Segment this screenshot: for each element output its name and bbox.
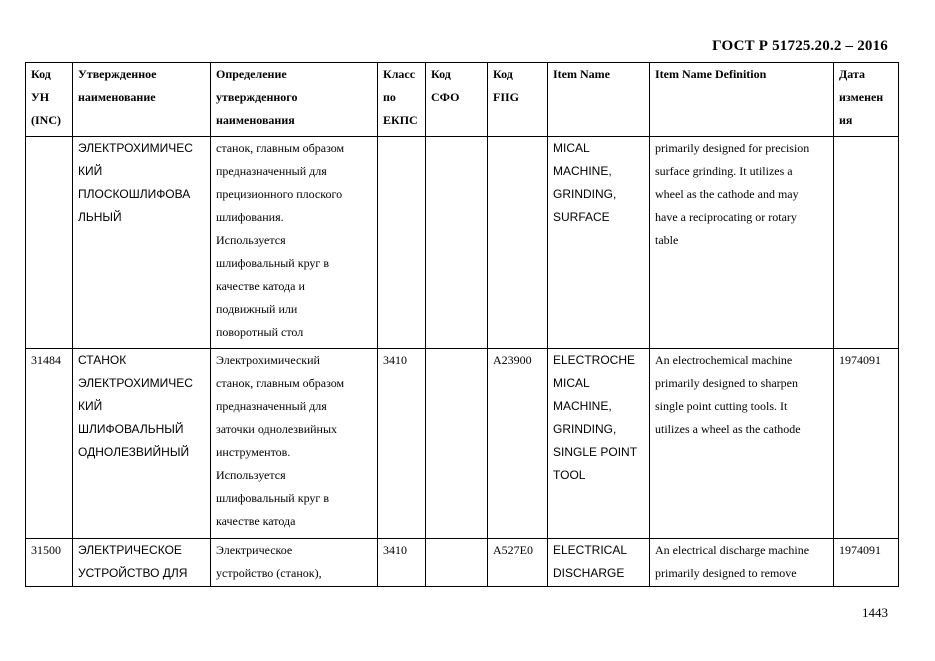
cell-approved-name: СТАНОК ЭЛЕКТРОХИМИЧЕС КИЙ ШЛИФОВАЛЬНЫЙ ОДНОЛЕЗВИЙНЫЙ bbox=[73, 349, 211, 539]
cell-fiig: A527E0 bbox=[488, 539, 548, 587]
col-header-definition: Определение утвержденного наименования bbox=[211, 63, 378, 137]
cell-date: 1974091 bbox=[834, 539, 899, 587]
document-code-header: ГОСТ Р 51725.20.2 – 2016 bbox=[712, 38, 888, 54]
cell-item-name-definition: An electrochemical machine primarily designed to sharpen single point cutting tools. It utilizes a wheel as the cathode bbox=[650, 349, 834, 539]
table-row bbox=[26, 349, 899, 539]
col-header-sfo: Код СФО bbox=[426, 63, 488, 137]
cell-sfo bbox=[426, 137, 488, 349]
col-header-approved-name: Утвержденное наименование bbox=[73, 63, 211, 137]
cell-class: 3410 bbox=[378, 539, 426, 587]
cell-item-name-definition: An electrical discharge machine primarily designed to remove bbox=[650, 539, 834, 587]
cell-fiig bbox=[488, 137, 548, 349]
table-row bbox=[26, 539, 899, 587]
table-header-row bbox=[26, 63, 899, 137]
cell-approved-name: ЭЛЕКТРИЧЕСКОЕ УСТРОЙСТВО ДЛЯ bbox=[73, 539, 211, 587]
cell-date: 1974091 bbox=[834, 349, 899, 539]
page-number: 1443 bbox=[862, 605, 888, 620]
cell-item-name: ELECTRICAL DISCHARGE bbox=[548, 539, 650, 587]
cell-inc: 31484 bbox=[26, 349, 73, 539]
cell-inc: 31500 bbox=[26, 539, 73, 587]
cell-definition: Электрохимический станок, главным образом предназначенный для заточки однолезвийных инструментов. Используется шлифовальный круг в качестве катода bbox=[211, 349, 378, 539]
cell-sfo bbox=[426, 539, 488, 587]
col-header-fiig: Код FIIG bbox=[488, 63, 548, 137]
cell-item-name-definition: primarily designed for precision surface grinding. It utilizes a wheel as the cathode and may have a reciprocating or rotary table bbox=[650, 137, 834, 349]
cell-item-name: ELECTROCHE MICAL MACHINE, GRINDING, SINGLE POINT TOOL bbox=[548, 349, 650, 539]
cell-definition: станок, главным образом предназначенный для прецизионного плоского шлифования. Используется шлифовальный круг в качестве катода и подвижный или поворотный стол bbox=[211, 137, 378, 349]
cell-class bbox=[378, 137, 426, 349]
cell-fiig: A23900 bbox=[488, 349, 548, 539]
cell-sfo bbox=[426, 349, 488, 539]
table-row bbox=[26, 137, 899, 349]
catalog-table bbox=[25, 62, 899, 587]
cell-approved-name: ЭЛЕКТРОХИМИЧЕС КИЙ ПЛОСКОШЛИФОВА ЛЬНЫЙ bbox=[73, 137, 211, 349]
col-header-item-name: Item Name bbox=[548, 63, 650, 137]
col-header-date: Дата изменен ия bbox=[834, 63, 899, 137]
col-header-inc: Код УН (INC) bbox=[26, 63, 73, 137]
col-header-item-name-definition: Item Name Definition bbox=[650, 63, 834, 137]
cell-definition: Электрическое устройство (станок), bbox=[211, 539, 378, 587]
col-header-class: Класс по ЕКПС bbox=[378, 63, 426, 137]
cell-date bbox=[834, 137, 899, 349]
cell-item-name: MICAL MACHINE, GRINDING, SURFACE bbox=[548, 137, 650, 349]
cell-inc bbox=[26, 137, 73, 349]
cell-class: 3410 bbox=[378, 349, 426, 539]
